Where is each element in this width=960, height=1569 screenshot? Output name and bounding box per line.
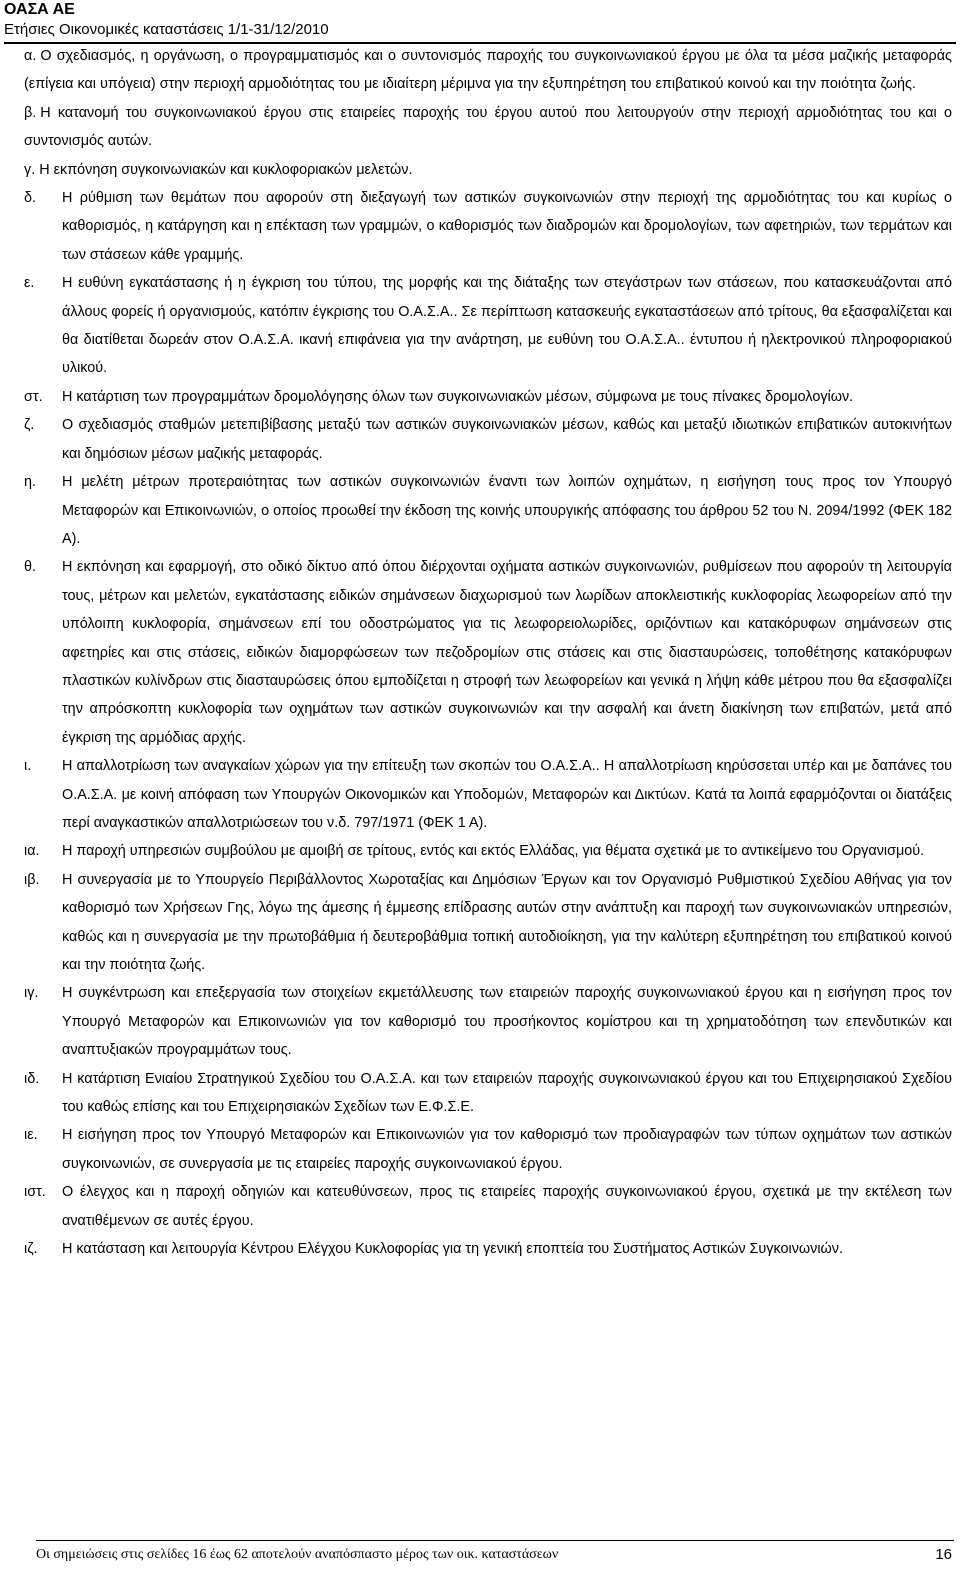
list-item xyxy=(24,1121,952,1178)
item-number: ια. xyxy=(24,843,40,860)
list-item xyxy=(24,752,952,837)
item-number: στ. xyxy=(24,388,43,405)
list-item xyxy=(24,553,952,752)
item-text: Η ρύθμιση των θεμάτων που αφορούν στη διεξαγωγή των αστικών συγκοινωνιών στην περιοχή της αρμοδιότητας του και κυρίως ο καθορισμός, η κατάργηση και η επέκταση των γραμμών, ο καθορισμός των διαδρομών και δρομολογίων, των αφετηριών, των τερμάτων και των στάσεων κάθε γραμμής. xyxy=(62,190,952,263)
item-number: θ. xyxy=(24,559,37,576)
item-text: Η κατανομή του συγκοινωνιακού έργου στις εταιρείες παροχής του έργου αυτού που λειτουργούν στην περιοχή αρμοδιότητας του και ο συντονισμός αυτών. xyxy=(24,104,952,150)
item-number: γ. xyxy=(24,161,36,178)
list-item xyxy=(24,1235,952,1263)
item-text: Η εκπόνηση συγκοινωνιακών και κυκλοφοριακών μελετών. xyxy=(39,161,413,178)
list-item xyxy=(24,156,952,184)
item-number: δ. xyxy=(24,190,37,207)
list-item xyxy=(24,1178,952,1235)
item-number: ιστ. xyxy=(24,1184,46,1201)
item-number: α. xyxy=(24,48,37,64)
list-item xyxy=(24,1065,952,1122)
item-text: Η εισήγηση προς τον Υπουργό Μεταφορών και Επικοινωνιών για τον καθορισμό των προδιαγραφών των τύπων οχημάτων των αστικών συγκοινωνιών, σε συνεργασία με τις εταιρείες παροχής συγκοινωνιακού έργου. xyxy=(62,1127,952,1172)
footer-note: Οι σημειώσεις στις σελίδες 16 έως 62 αποτελούν αναπόσπαστο μέρος των οικ. καταστάσεων xyxy=(36,1547,559,1562)
responsibilities-list xyxy=(24,42,952,1263)
document-header xyxy=(4,0,956,39)
item-number: η. xyxy=(24,474,37,491)
item-text: Ο σχεδιασμός σταθμών μετεπιβίβασης μεταξύ των αστικών συγκοινωνιακών μέσων, καθώς και μεταξύ ιδιωτικών επιβατικών αυτοκινήτων και δημόσιων μέσων μαζικής μεταφοράς. xyxy=(62,417,952,462)
item-text: Ο έλεγχος και η παροχή οδηγιών και κατευθύνσεων, προς τις εταιρείες παροχής συγκοινωνιακού έργου, σχετικά με την εκτέλεση των ανατιθέμενων σε αυτές έργου. xyxy=(62,1184,952,1229)
list-item xyxy=(24,184,952,269)
item-text: Η συγκέντρωση και επεξεργασία των στοιχείων εκμετάλλευσης των εταιρειών παροχής συγκοινωνιακού έργου και η εισήγηση προς τον Υπουργό Μεταφορών και Επικοινωνιών για τον καθορισμό του προσήκοντος κομίστρου και τη χρηματοδότηση των επενδυτικών και αναπτυξιακών προγραμμάτων τους. xyxy=(62,985,952,1059)
list-item xyxy=(24,383,952,411)
item-number: ε. xyxy=(24,275,35,292)
list-item xyxy=(24,411,952,468)
list-item xyxy=(24,269,952,383)
item-number: ιγ. xyxy=(24,985,39,1002)
page-number: 16 xyxy=(935,1546,952,1563)
company-name: ΟΑΣΑ ΑΕ xyxy=(4,1,75,18)
report-title: Ετήσιες Οικονομικές καταστάσεις 1/1-31/12/2010 xyxy=(4,21,329,38)
item-number: ζ. xyxy=(24,417,35,434)
item-text: Η κατάσταση και λειτουργία Κέντρου Ελέγχου Κυκλοφορίας για τη γενική εποπτεία του Συστήματος Αστικών Συγκοινωνιών. xyxy=(62,1241,843,1258)
item-text: Ο σχεδιασμός, η οργάνωση, ο προγραμματισμός και ο συντονισμός παροχής του συγκοινωνιακού έργου με όλα τα μέσα μαζικής μεταφοράς (επίγεια και υπόγεια) στην περιοχή αρμοδιότητας του με ιδιαίτερη μέριμνα για την εξυπηρέτηση του επιβατικού κοινού και την ποιότητα ζωής. xyxy=(24,48,952,93)
item-number: β. xyxy=(24,104,37,121)
item-text: Η εκπόνηση και εφαρμογή, στο οδικό δίκτυο από όπου διέρχονται οχήματα αστικών συγκοινωνιών, ρυθμίσεων που αφορούν τη λειτουργία τους, μέτρων και μελετών, εγκατάστασης ειδικών σημάνσεων διαχωρισμού των λωρίδων αποκλειστικής κυκλοφορίας λεωφορείων από την υπόλοιπη κυκλοφορία, σημάνσεων επί του οδοστρώματος για τις λεωφορειολωρίδες, οριζόντιων και κατακόρυφων σημάνσεων στις αφετηρίες και στις στάσεις, ειδικών διαμορφώσεων των πεζοδρομίων στις στάσεις και στις διασταυρώσεις, τοποθέτησης κατακόρυφων πλαστικών κυλίνδρων στις διασταυρώσεις όπου εμποδίζεται η στροφή των λεωφορείων και γενικά η λήψη κάθε μέτρου που θα εξασφαλίζει την απρόσκοπτη κυκλοφορία των οχημάτων των αστικών συγκοινωνιών και την ασφαλή και άνετη διακίνηση των επιβατών, μετά από έγκριση της αρμόδιας αρχής. xyxy=(62,559,952,746)
item-number: ιδ. xyxy=(24,1070,40,1087)
item-text: Η μελέτη μέτρων προτεραιότητας των αστικών συγκοινωνιών έναντι των λοιπών οχημάτων, η εισήγηση τους προς τον Υπουργό Μεταφορών και Επικοινωνιών, ο οποίος προωθεί την έκδοση της κοινής υπουργικής απόφασης του άρθρου 52 του Ν. 2094/1992 (ΦΕΚ 182 Α). xyxy=(62,474,952,547)
list-item xyxy=(24,979,952,1064)
list-item xyxy=(24,99,952,156)
footer-divider xyxy=(36,1540,954,1541)
item-text: Η συνεργασία με το Υπουργείο Περιβάλλοντος Χωροταξίας και Δημόσιων Έργων και τον Οργανισμό Ρυθμιστικού Σχεδίου Αθήνας για τον καθορισμό των Χρήσεων Γης, λόγω της άμεσης ή έμμεσης επίδρασης αυτών στην ανάπτυξη και παροχή των συγκοινωνιακών υπηρεσιών, καθώς και η συνεργασία με την πρωτοβάθμια ή δευτεροβάθμια τοπική αυτοδιοίκηση, για την καλύτερη εξυπηρέτηση του επιβατικού κοινού και την ποιότητα ζωής. xyxy=(62,871,952,973)
list-item xyxy=(24,42,952,99)
item-text: Η κατάρτιση των προγραμμάτων δρομολόγησης όλων των συγκοινωνιακών μέσων, σύμφωνα με τους πίνακες δρομολογίων. xyxy=(62,388,854,405)
item-text: Η παροχή υπηρεσιών συμβούλου με αμοιβή σε τρίτους, εντός και εκτός Ελλάδας, για θέματα σχετικά με το αντικείμενο του Οργανισμού. xyxy=(62,843,925,860)
list-item xyxy=(24,837,952,865)
list-item xyxy=(24,468,952,553)
item-text: Η απαλλοτρίωση των αναγκαίων χώρων για την επίτευξη των σκοπών του Ο.Α.Σ.Α.. Η απαλλοτρίωση κηρύσσεται υπέρ και με δαπάνες του Ο.Α.Σ.Α. με κοινή απόφαση των Υπουργών Οικονομικών και Υποδομών, Μεταφορών και Δικτύων. Κατά τα λοιπά εφαρμόζονται οι διατάξεις περί αναγκαστικών απαλλοτριώσεων του ν.δ. 797/1971 (ΦΕΚ 1 Α). xyxy=(62,758,952,831)
item-number: ιβ. xyxy=(24,871,40,888)
item-text: Η κατάρτιση Ενιαίου Στρατηγικού Σχεδίου του Ο.Α.Σ.Α. και των εταιρειών παροχής συγκοινωνιακού έργου και του Επιχειρησιακού Σχεδίου του καθώς επίσης και του Επιχειρησιακών Σχεδίων των Ε.Φ.Σ.Ε. xyxy=(62,1070,952,1116)
list-item xyxy=(24,866,952,980)
item-number: ιζ. xyxy=(24,1241,38,1258)
item-number: ιε. xyxy=(24,1127,38,1144)
item-text: Η ευθύνη εγκατάστασης ή η έγκριση του τύπου, της μορφής και της διάταξης των στεγάστρων των στάσεων, που κατασκευάζονται από άλλους φορείς ή οργανισμούς, κατόπιν έγκρισης του Ο.Α.Σ.Α.. Σε περίπτωση κατασκευής εγκαταστάσεων από τρίτους, θα εξασφαλίζεται και θα διατίθεται δωρεάν στον Ο.Α.Σ.Α. ικανή επιφάνεια για την ανάρτηση, με ευθύνη του Ο.Α.Σ.Α.. έντυπου ή ηλεκτρονικού πληροφοριακού υλικού. xyxy=(62,275,952,377)
item-number: ι. xyxy=(24,758,32,775)
page-footer xyxy=(36,1544,956,1566)
